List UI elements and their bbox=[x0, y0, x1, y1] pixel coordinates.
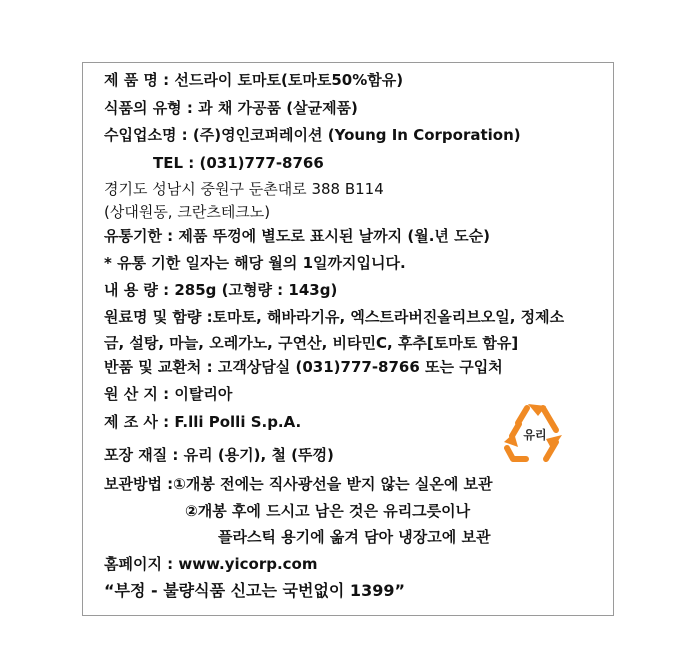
glass-recycle-mark bbox=[500, 402, 570, 466]
food-type: 식품의 유형 : 과 채 가공품 (살균제품) bbox=[104, 99, 358, 117]
net-content: 내 용 량 : 285g (고형량 : 143g) bbox=[104, 281, 338, 299]
recycle-mark-label: 유리 bbox=[523, 428, 547, 442]
packaging-material: 포장 재질 : 유리 (용기), 철 (뚜껑) bbox=[104, 446, 334, 464]
storage-line-3: 플라스틱 용기에 옮겨 담아 냉장고에 보관 bbox=[218, 528, 491, 546]
product-name: 제 품 명 : 선드라이 토마토(토마토50%함유) bbox=[104, 71, 404, 89]
returns-info: 반품 및 교환처 : 고객상담실 (031)777-8766 또는 구입처 bbox=[104, 358, 503, 376]
report-hotline: “부정 - 불량식품 신고는 국번없이 1399” bbox=[104, 581, 405, 600]
ingredients-line-2: 금, 설탕, 마늘, 오레가노, 구연산, 비타민C, 후추[토마토 함유] bbox=[104, 334, 519, 352]
address-line-2: (상대원동, 크란츠테크노) bbox=[104, 203, 271, 221]
manufacturer: 제 조 사 : F.lli Polli S.p.A. bbox=[104, 413, 302, 431]
address-line-1: 경기도 성남시 중원구 둔촌대로 388 B114 bbox=[104, 180, 384, 198]
homepage: 홈페이지 : www.yicorp.com bbox=[104, 555, 318, 573]
ingredients-line-1: 원료명 및 함량 :토마토, 해바라기유, 엑스트라버진올리브오일, 정제소 bbox=[104, 308, 565, 326]
storage-line-1: 보관방법 :①개봉 전에는 직사광선을 받지 않는 실온에 보관 bbox=[104, 475, 493, 493]
storage-line-2: ②개봉 후에 드시고 남은 것은 유리그릇이나 bbox=[185, 502, 471, 520]
telephone: TEL : (031)777-8766 bbox=[153, 154, 324, 172]
importer: 수입업소명 : (주)영인코퍼레이션 (Young In Corporation) bbox=[104, 126, 521, 144]
country-of-origin: 원 산 지 : 이탈리아 bbox=[104, 385, 233, 403]
expiry-note: * 유통 기한 일자는 해당 월의 1일까지입니다. bbox=[104, 254, 406, 272]
expiry-date: 유통기한 : 제품 뚜껑에 별도로 표시된 날까지 (월.년 도순) bbox=[104, 227, 490, 245]
